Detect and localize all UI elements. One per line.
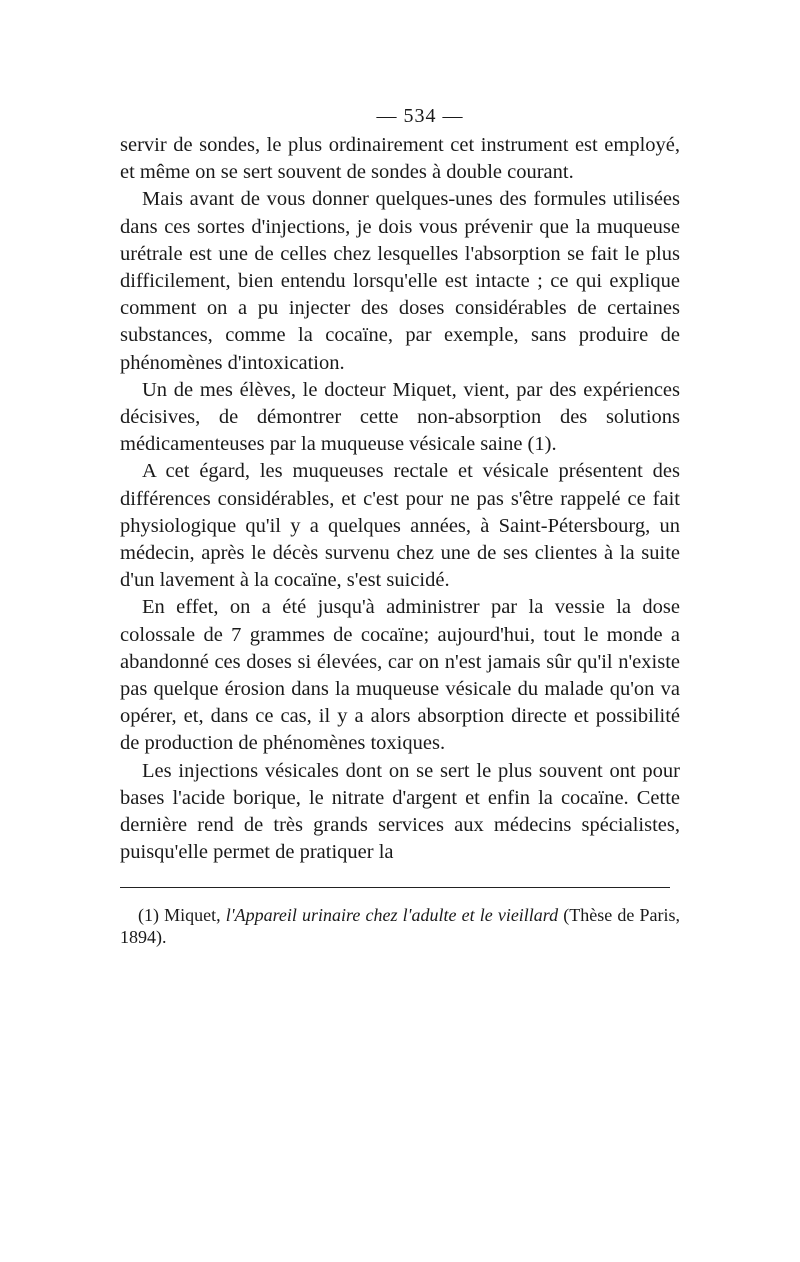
footnote — [120, 904, 680, 948]
page-number: — 534 — — [376, 105, 464, 127]
paragraph-3: Un de mes élèves, le docteur Miquet, vient, par des expériences décisives, de démontrer cette non-absorption des solutions médicamenteuses par la muqueuse vésicale saine (1). — [120, 378, 680, 456]
paragraph-2: Mais avant de vous donner quelques-unes des formules utilisées dans ces sortes d'injections, je dois vous prévenir que la muqueuse urétrale est une de celles chez lesquelles l'absorption se fait le plus difficilement, bien entendu lorsqu'elle est intacte ; ce qui explique comment on a pu injecter des doses considérables de certaines substances, comme la cocaïne, par exemple, sans produire de phénomènes d'intoxication. — [120, 188, 680, 374]
footnote-title: l'Appareil urinaire chez l'adulte et le vieillard — [225, 905, 559, 926]
book-page — [120, 100, 680, 948]
paragraph-5: En effet, on a été jusqu'à administrer par la vessie la dose colossale de 7 grammes de cocaïne; aujourd'hui, tout le monde a abandonné ces doses si élevées, car on n'est jamais sûr qu'il n'existe pas quelque érosion dans la muqueuse vésicale du malade qu'on va opérer, et, dans ce cas, il y a alors absorption directe et possibilité de production de phénomènes toxiques. — [120, 596, 680, 755]
footnote-prefix: (1) Miquet, — [138, 905, 226, 926]
paragraph-4: A cet égard, les muqueuses rectale et vésicale présentent des différences considérables, et c'est pour ne pas s'être rappelé ce fait physiologique qu'il y a quelques années, à Saint-Pétersbourg, un médecin, après le décès survenu chez une de ses clientes à la suite d'un lavement à la cocaïne, s'est suicidé. — [120, 460, 680, 592]
paragraph-6: Les injections vésicales dont on se sert le plus souvent ont pour bases l'acide borique, le nitrate d'argent et enfin la cocaïne. Cette dernière rend de très grands services aux médecins spécialistes, puisqu'elle permet de pratiquer la — [120, 759, 680, 864]
paragraph-1: servir de sondes, le plus ordinairement cet instrument est employé, et même on se sert souvent de sondes à double courant. — [120, 134, 680, 184]
footnote-suffix: (Thèse de Paris, 1894). — [120, 905, 681, 948]
footnote-divider — [120, 887, 670, 888]
